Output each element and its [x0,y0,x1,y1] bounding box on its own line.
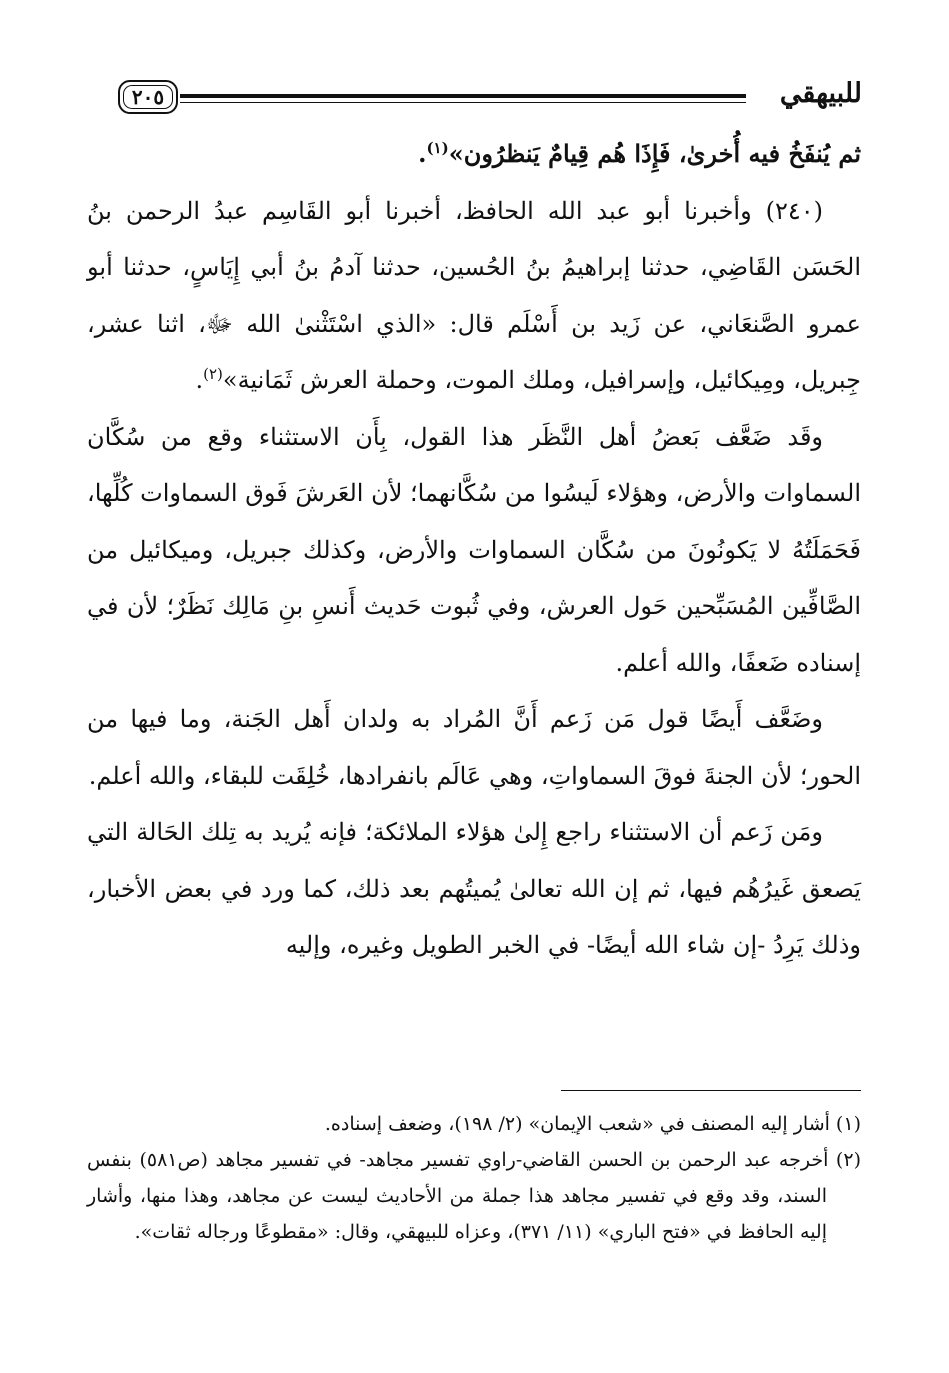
footnote-separator [561,1090,861,1091]
quran-verse-end: . [418,139,427,168]
footnote-ref-1: (١) [426,139,449,157]
page-header [112,74,862,124]
footnote-2: (٢) أخرجه عبد الرحمن بن الحسن القاضي-راوي تفسير مجاهد- في تفسير مجاهد (ص٥٨١) بنفس السند، وقد وقع في تفسير مجاهد هذا جملة من الأحاديث ليست عن مجاهد، وهذا منها، وأشار إليه الحافظ في «فتح الباري» (١١/ ٣٧١)، وعزاه للبيهقي، وقال: «مقطوعًا ورجاله ثقات». [87,1149,861,1243]
paragraph-240-text: (٢٤٠) وأخبرنا أبو عبد الله الحافظ، أخبرنا أبو القَاسِم عبدُ الرحمن بنُ الحَسَن القَاضِي، حدثنا إبراهيمُ بنُ الحُسين، حدثنا آدمُ بنُ أبي إِيَاسٍ، حدثنا أبو عمرو الصَّنعَاني، عن زَيد بن أَسْلَم قال: «الذي اسْتَثْنىٰ الله ﷻ، اثنا عشر، جِبريل، ومِيكائيل، وإسرافيل، وملك الموت، وحملة العرش ثَمَانية» [87,196,861,394]
paragraph-240-end: . [195,366,204,394]
page-number-badge [118,80,178,114]
footnote-1: (١) أشار إليه المصنف في «شعب الإيمان» (٢/ ١٩٨)، وضعف إسناده. [324,1113,861,1135]
paragraph-240 [87,183,861,409]
header-rule-thick [180,94,746,98]
footnotes [87,1106,861,1250]
page-number: ٢٠٥ [131,85,165,109]
quran-verse-text: ثم يُنفَخُ فيه أُخرىٰ، فَإِذَا هُم قِيامٌ يَنظرُون» [448,139,861,168]
running-title: للبيهقي [779,78,862,109]
paragraph-weakening: وقَد ضَعَّف بَعضُ أهل النَّظَر هذا القول، بِأَن الاستثناء وقع من سُكَّان السماوات والأرض، وهؤلاء لَيسُوا من سُكَّانهما؛ لأن العَرشَ فَوق السماوات كُلِّها، فَحَمَلَتُهُ لا يَكونُونَ من سُكَّان السماوات والأرض، وكذلك جبريل، وميكائيل من الصَّافِّين المُسَبِّحين حَول العرش، وفي ثُبوت حَديث أَنسِ بنِ مَالِك نَظَرٌ؛ لأن في إسناده ضَعفًا، والله أعلم. [87,422,862,677]
paragraph-wildan: وضَعَّف أَيضًا قول مَن زَعم أَنَّ المُراد به ولدان أَهل الجَنة، وما فيها من الحور؛ لأن الجنةَ فوقَ السماواتِ، وهي عَالَم بانفرادها، خُلِقَت للبقاء، والله أعلم. [87,705,861,790]
footnote-ref-2: (٢) [203,365,223,383]
main-text [87,126,861,974]
header-rule-thin [180,102,746,103]
quran-verse-line [87,126,861,183]
paragraph-angels: ومَن زَعم أن الاستثناء راجع إِلىٰ هؤلاء الملائكة؛ فإنه يُريد به تِلك الحَالة التي يَصعق غَيرُهُم فيها، ثم إن الله تعالىٰ يُميتُهم بعد ذلك، كما ورد في بعض الأخبار، وذلك يَرِدُ -إن شاء الله أيضًا- في الخبر الطويل وغيره، وإليه [87,818,861,959]
